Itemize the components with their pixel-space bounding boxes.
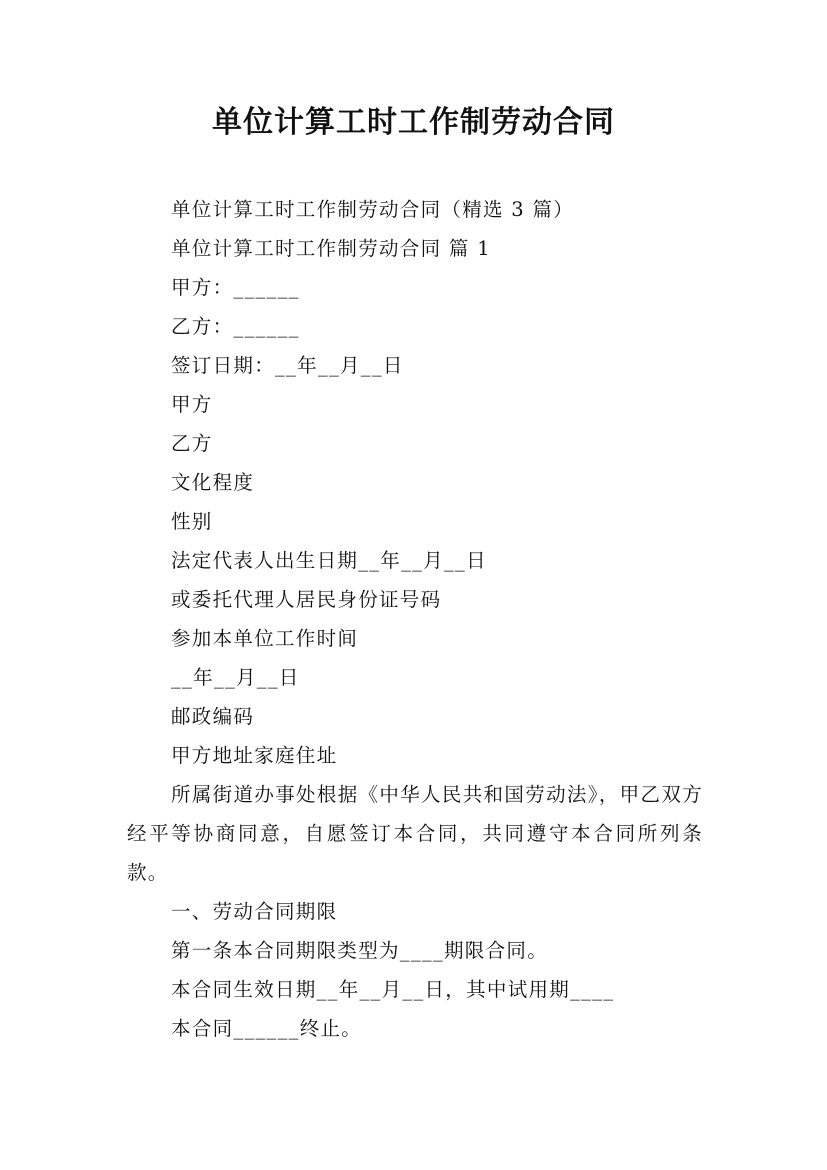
doc-line: 参加本单位工作时间 <box>171 627 359 650</box>
doc-line: 甲方 <box>171 393 213 416</box>
doc-line: __年__月__日 <box>171 666 300 689</box>
doc-line: 本合同______终止。 <box>171 1017 363 1040</box>
doc-line: 文化程度 <box>171 471 255 494</box>
doc-line: 甲方地址家庭住址 <box>171 744 338 767</box>
doc-line: 乙方：______ <box>171 315 300 338</box>
doc-line: 第一条本合同期限类型为____期限合同。 <box>171 939 548 962</box>
document-title: 单位计算工时工作制劳动合同 <box>212 105 615 140</box>
doc-line: 签订日期：__年__月__日 <box>171 354 404 377</box>
doc-line: 本合同生效日期__年__月__日，其中试用期____ <box>171 978 615 1001</box>
doc-line: 甲方：______ <box>171 276 300 299</box>
document-body <box>127 190 703 1048</box>
doc-line: 法定代表人出生日期__年__月__日 <box>171 549 487 572</box>
doc-line: 单位计算工时工作制劳动合同 篇 1 <box>171 237 491 260</box>
doc-line: 乙方 <box>171 432 213 455</box>
doc-line: 或委托代理人居民身份证号码 <box>171 588 442 611</box>
doc-line: 性别 <box>171 510 213 533</box>
doc-line: 单位计算工时工作制劳动合同（精选 3 篇） <box>171 198 575 221</box>
doc-line: 邮政编码 <box>171 705 255 728</box>
doc-line: 一、劳动合同期限 <box>171 900 338 923</box>
doc-paragraph: 所属街道办事处根据《中华人民共和国劳动法》，甲乙双方经平等协商同意，自愿签订本合同，共同遵守本合同所列条款。 <box>127 783 703 884</box>
